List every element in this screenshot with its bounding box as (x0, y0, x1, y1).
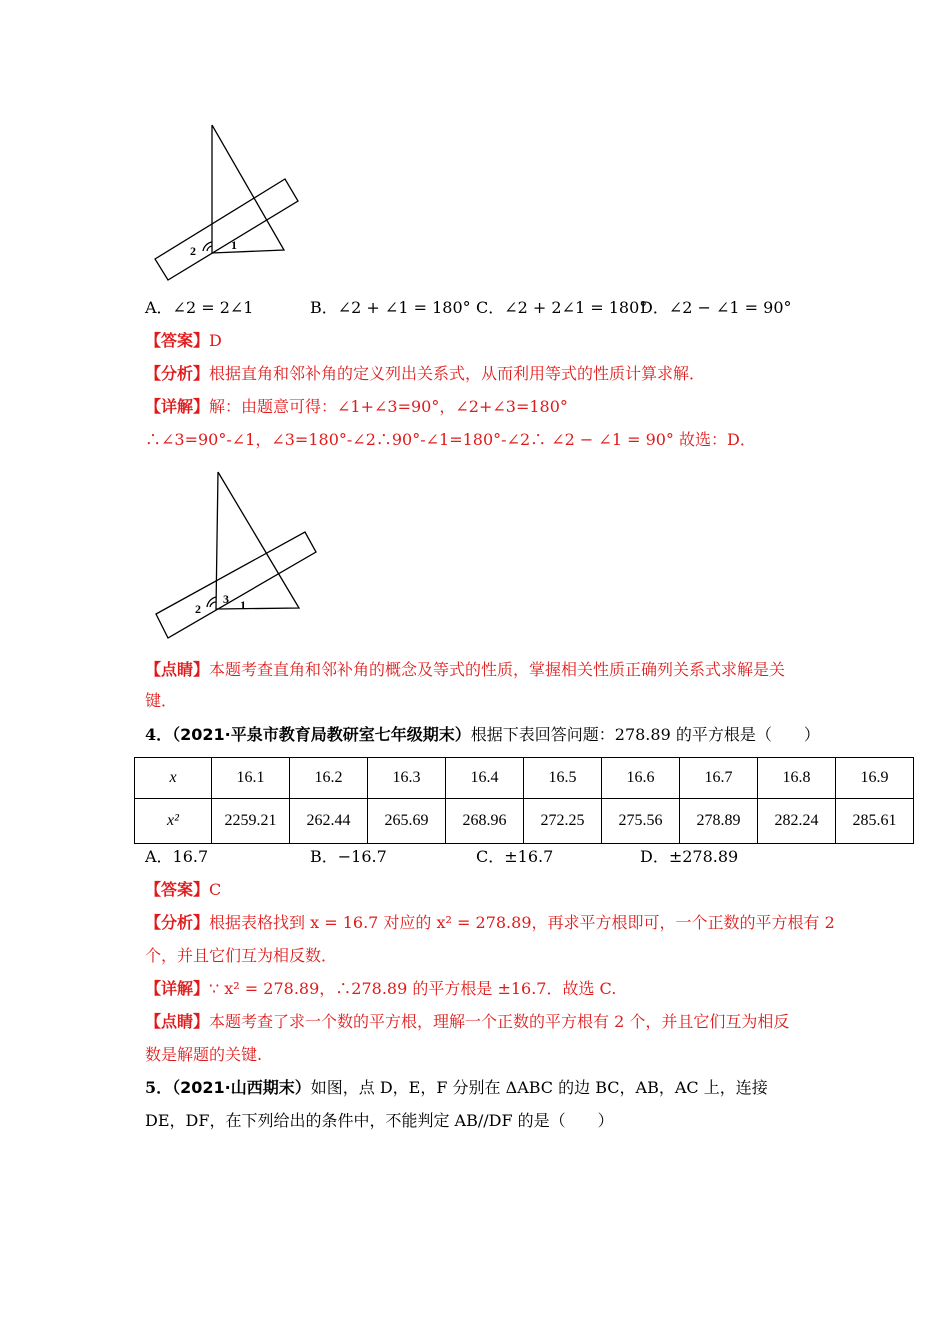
table-cell: 16.1 (212, 758, 290, 799)
table-row (135, 799, 914, 844)
table-cell: 2259.21 (212, 799, 290, 844)
figure-2 (150, 466, 325, 646)
table-cell: 285.61 (836, 799, 914, 844)
table-header-x-squared: x² (135, 799, 212, 844)
table-cell: 16.5 (524, 758, 602, 799)
q4-point-line2: 数是解题的关键. (145, 1045, 263, 1064)
table-cell: 16.9 (836, 758, 914, 799)
table-cell: 16.7 (680, 758, 758, 799)
q3-option-b: B．∠2 + ∠1 = 180° (310, 298, 471, 317)
fig1-label-1: 1 (231, 238, 237, 252)
table-cell: 16.4 (446, 758, 524, 799)
q3-option-d: D．∠2 − ∠1 = 90° (640, 298, 792, 317)
fig1-label-2: 2 (190, 244, 196, 258)
q3-analysis: 【分析】根据直角和邻补角的定义列出关系式，从而利用等式的性质计算求解． (145, 364, 706, 383)
q3-point-line2: 键． (145, 691, 178, 710)
fig2-label-2: 2 (195, 602, 201, 616)
q4-answer: 【答案】C (145, 880, 222, 899)
table-cell: 16.3 (368, 758, 446, 799)
q3-option-c: C．∠2 + 2∠1 = 180° (476, 298, 648, 317)
set-square (216, 472, 299, 609)
table-row (135, 758, 914, 799)
table-cell: 278.89 (680, 799, 758, 844)
table-cell: 272.25 (524, 799, 602, 844)
ruler-strip (155, 179, 298, 280)
q4-option-b: B．−16.7 (310, 847, 387, 866)
q3-detail-line2: ∴∠3=90°-∠1，∠3=180°-∠2∴90°-∠1=180°-∠2∴ ∠2 − ∠1 = 90° 故选：D． (145, 430, 756, 449)
q3-detail-line1: 【详解】解：由题意可得：∠1+∠3=90°，∠2+∠3=180° (145, 397, 568, 416)
q4-option-a: A．16.7 (145, 847, 209, 866)
figure-1 (150, 118, 310, 283)
q4-analysis-line1: 【分析】根据表格找到 x = 16.7 对应的 x² = 278.89，再求平方根即可，一个正数的平方根有 2 (145, 913, 835, 932)
q4-option-d: D．±278.89 (640, 847, 739, 866)
table-cell: 282.24 (758, 799, 836, 844)
fig2-label-3: 3 (223, 592, 229, 606)
table-cell: 268.96 (446, 799, 524, 844)
q3-point-line1: 【点睛】本题考查直角和邻补角的概念及等式的性质，掌握相关性质正确列关系式求解是关 (145, 660, 786, 679)
q5-stem-line2: DE，DF，在下列给出的条件中，不能判定 AB//DF 的是（ ） (145, 1111, 614, 1130)
table-cell: 262.44 (290, 799, 368, 844)
q4-stem: 4．（2021·平泉市教育局教研室七年级期末）根据下表回答问题：278.89 的平方根是（ ） (145, 725, 820, 744)
q5-stem-line1: 5．（2021·山西期末）如图，点 D，E，F 分别在 ΔABC 的边 BC，AB，AC 上，连接 (145, 1078, 768, 1097)
table-cell: 16.2 (290, 758, 368, 799)
fig2-label-1: 1 (240, 598, 246, 612)
table-cell: 16.6 (602, 758, 680, 799)
q3-option-a: A．∠2 = 2∠1 (145, 298, 254, 317)
set-square (212, 125, 284, 253)
table-cell: 265.69 (368, 799, 446, 844)
table-cell: 16.8 (758, 758, 836, 799)
q4-analysis-line2: 个，并且它们互为相反数． (145, 946, 338, 965)
q4-detail: 【详解】∵ x² = 278.89，∴278.89 的平方根是 ±16.7．故选 C. (145, 979, 617, 998)
table-cell: 275.56 (602, 799, 680, 844)
q3-answer: 【答案】D (145, 331, 222, 350)
ruler-strip (156, 532, 316, 638)
q4-option-c: C．±16.7 (476, 847, 554, 866)
table-header-x: x (135, 758, 212, 799)
q4-point-line1: 【点睛】本题考查了求一个数的平方根，理解一个正数的平方根有 2 个，并且它们互为相反 (145, 1012, 790, 1031)
q4-table (134, 757, 914, 844)
